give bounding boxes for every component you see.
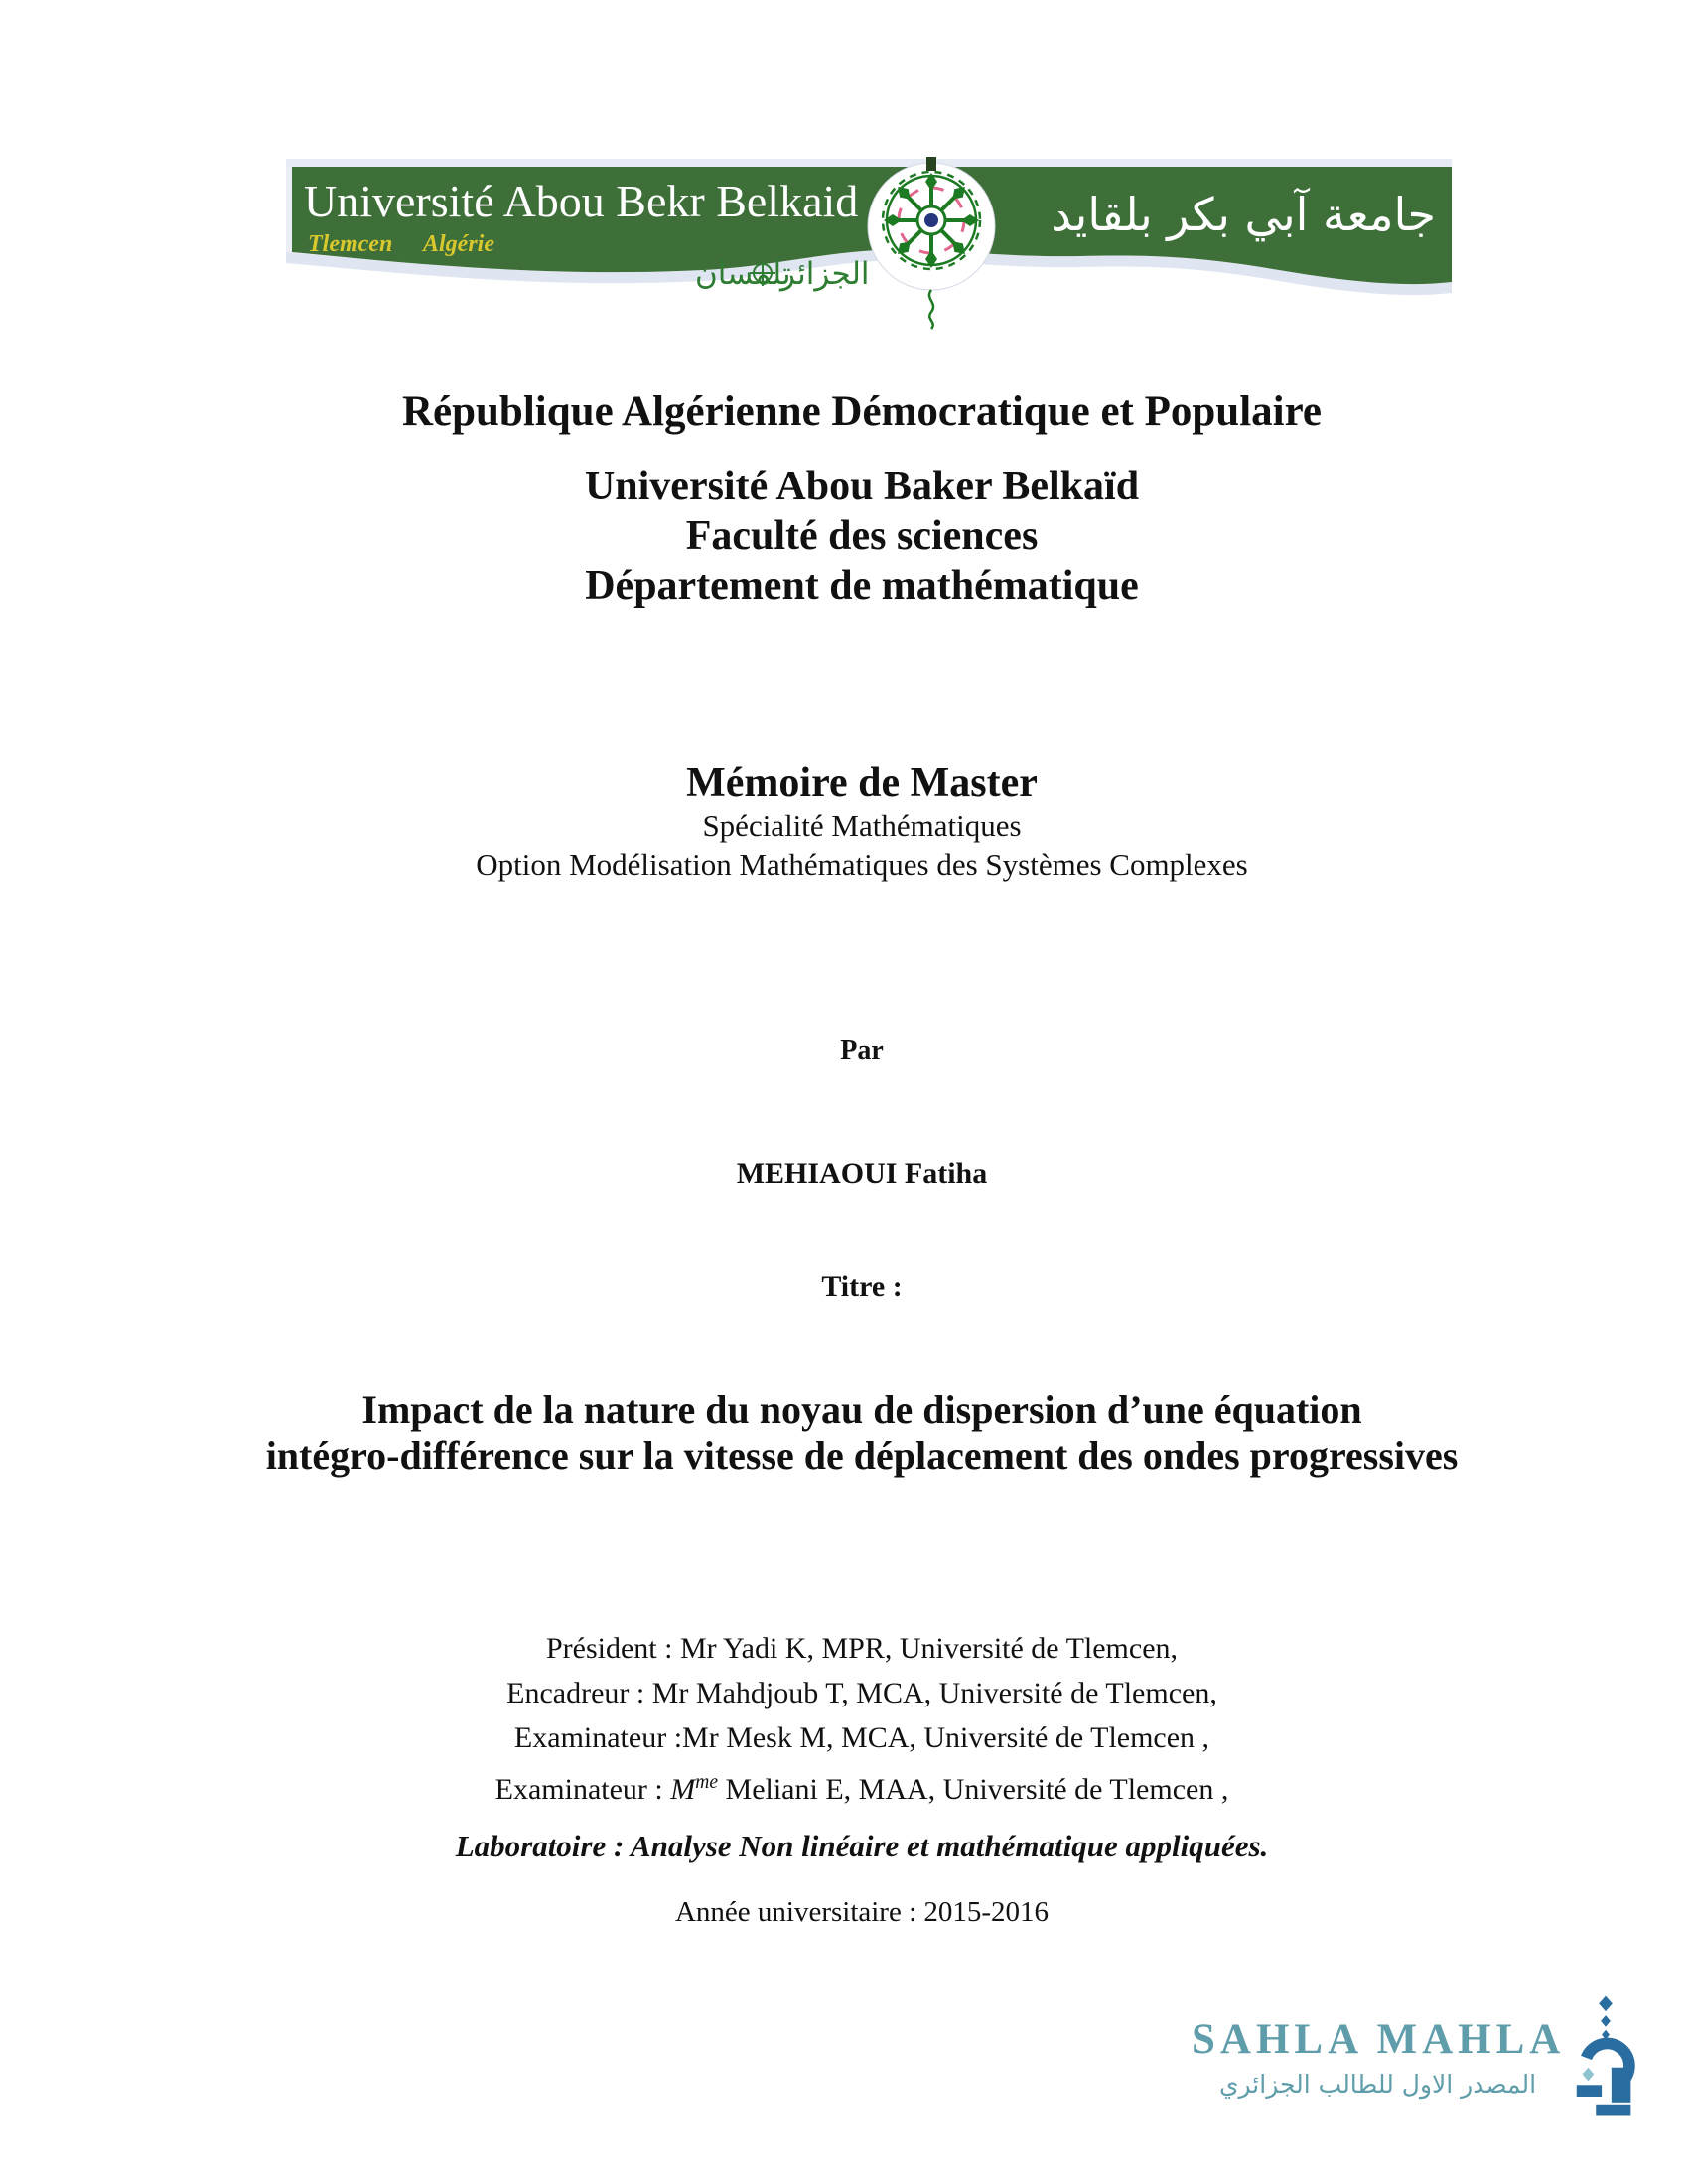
watermark-tagline: المصدر الاول للطالب الجزائري [1218,2070,1537,2099]
banner-university-name-ar: جامعة آبي بكر بلقايد [1051,188,1436,241]
banner-caption-tlemcen: تلمسان [695,256,791,292]
watermark-mark-icon [1567,1993,1644,2125]
jury-supervisor: Encadreur : Mr Mahdjoub T, MCA, Université de Tlemcen, [506,1677,1217,1709]
laboratory-line: Laboratoire : Analyse Non linéaire et mathématique appliquées. [455,1829,1269,1863]
university-block [18,462,1688,611]
degree-details [18,806,1688,884]
degree-title: Mémoire de Master [686,760,1038,806]
university-name: Université Abou Baker Belkaïd [584,464,1140,509]
thesis-title-line1: Impact de la nature du noyau de dispersion d’une équation [361,1387,1362,1432]
author-name: MEHIAOUI Fatiha [736,1158,988,1190]
jury-examiner-2-prefix: Examinateur : [494,1773,671,1806]
jury-examiner-1: Examinateur :Mr Mesk M, MCA, Université de Tlemcen , [513,1721,1210,1754]
watermark-name: SAHLA MAHLA [1192,2016,1566,2063]
banner-city-label: Tlemcen [308,231,393,257]
title-label: Titre : [821,1270,903,1302]
banner-country-label: Algérie [423,231,494,257]
republic-heading: République Algérienne Démocratique et Populaire [401,388,1323,435]
degree-option: Option Modélisation Mathématiques des Systèmes Complexes [476,847,1248,882]
degree-specialty: Spécialité Mathématiques [702,808,1022,843]
jury-examiner-2-superscript: me [695,1772,719,1793]
thesis-title-line2: intégro-différence sur la vitesse de déplacement des ondes progressives [265,1433,1459,1478]
academic-year: Année universitaire : 2015-2016 [674,1896,1050,1928]
sahla-mahla-watermark [1192,2015,1564,2099]
jury-president: Président : Mr Yadi K, MPR, Université de Tlemcen, [545,1632,1179,1665]
by-label: Par [840,1035,884,1066]
banner-caption-algerie: الجزائر [780,256,870,292]
jury-examiner-2 [18,1760,1688,1812]
jury-examiner-2-rest: Meliani E, MAA, Université de Tlemcen , [718,1773,1229,1806]
banner-caption [695,256,870,292]
jury-list [18,1626,1688,1812]
thesis-title [18,1386,1688,1479]
banner-graphic [286,157,1452,336]
emblem-tassel-icon [929,290,933,329]
jury-examiner-2-initial: M [670,1773,696,1806]
banner-university-name-fr: Université Abou Bekr Belkaid [304,176,859,226]
university-banner [286,157,1452,336]
faculty-name: Faculté des sciences [685,513,1039,559]
department-name: Département de mathématique [585,563,1139,609]
